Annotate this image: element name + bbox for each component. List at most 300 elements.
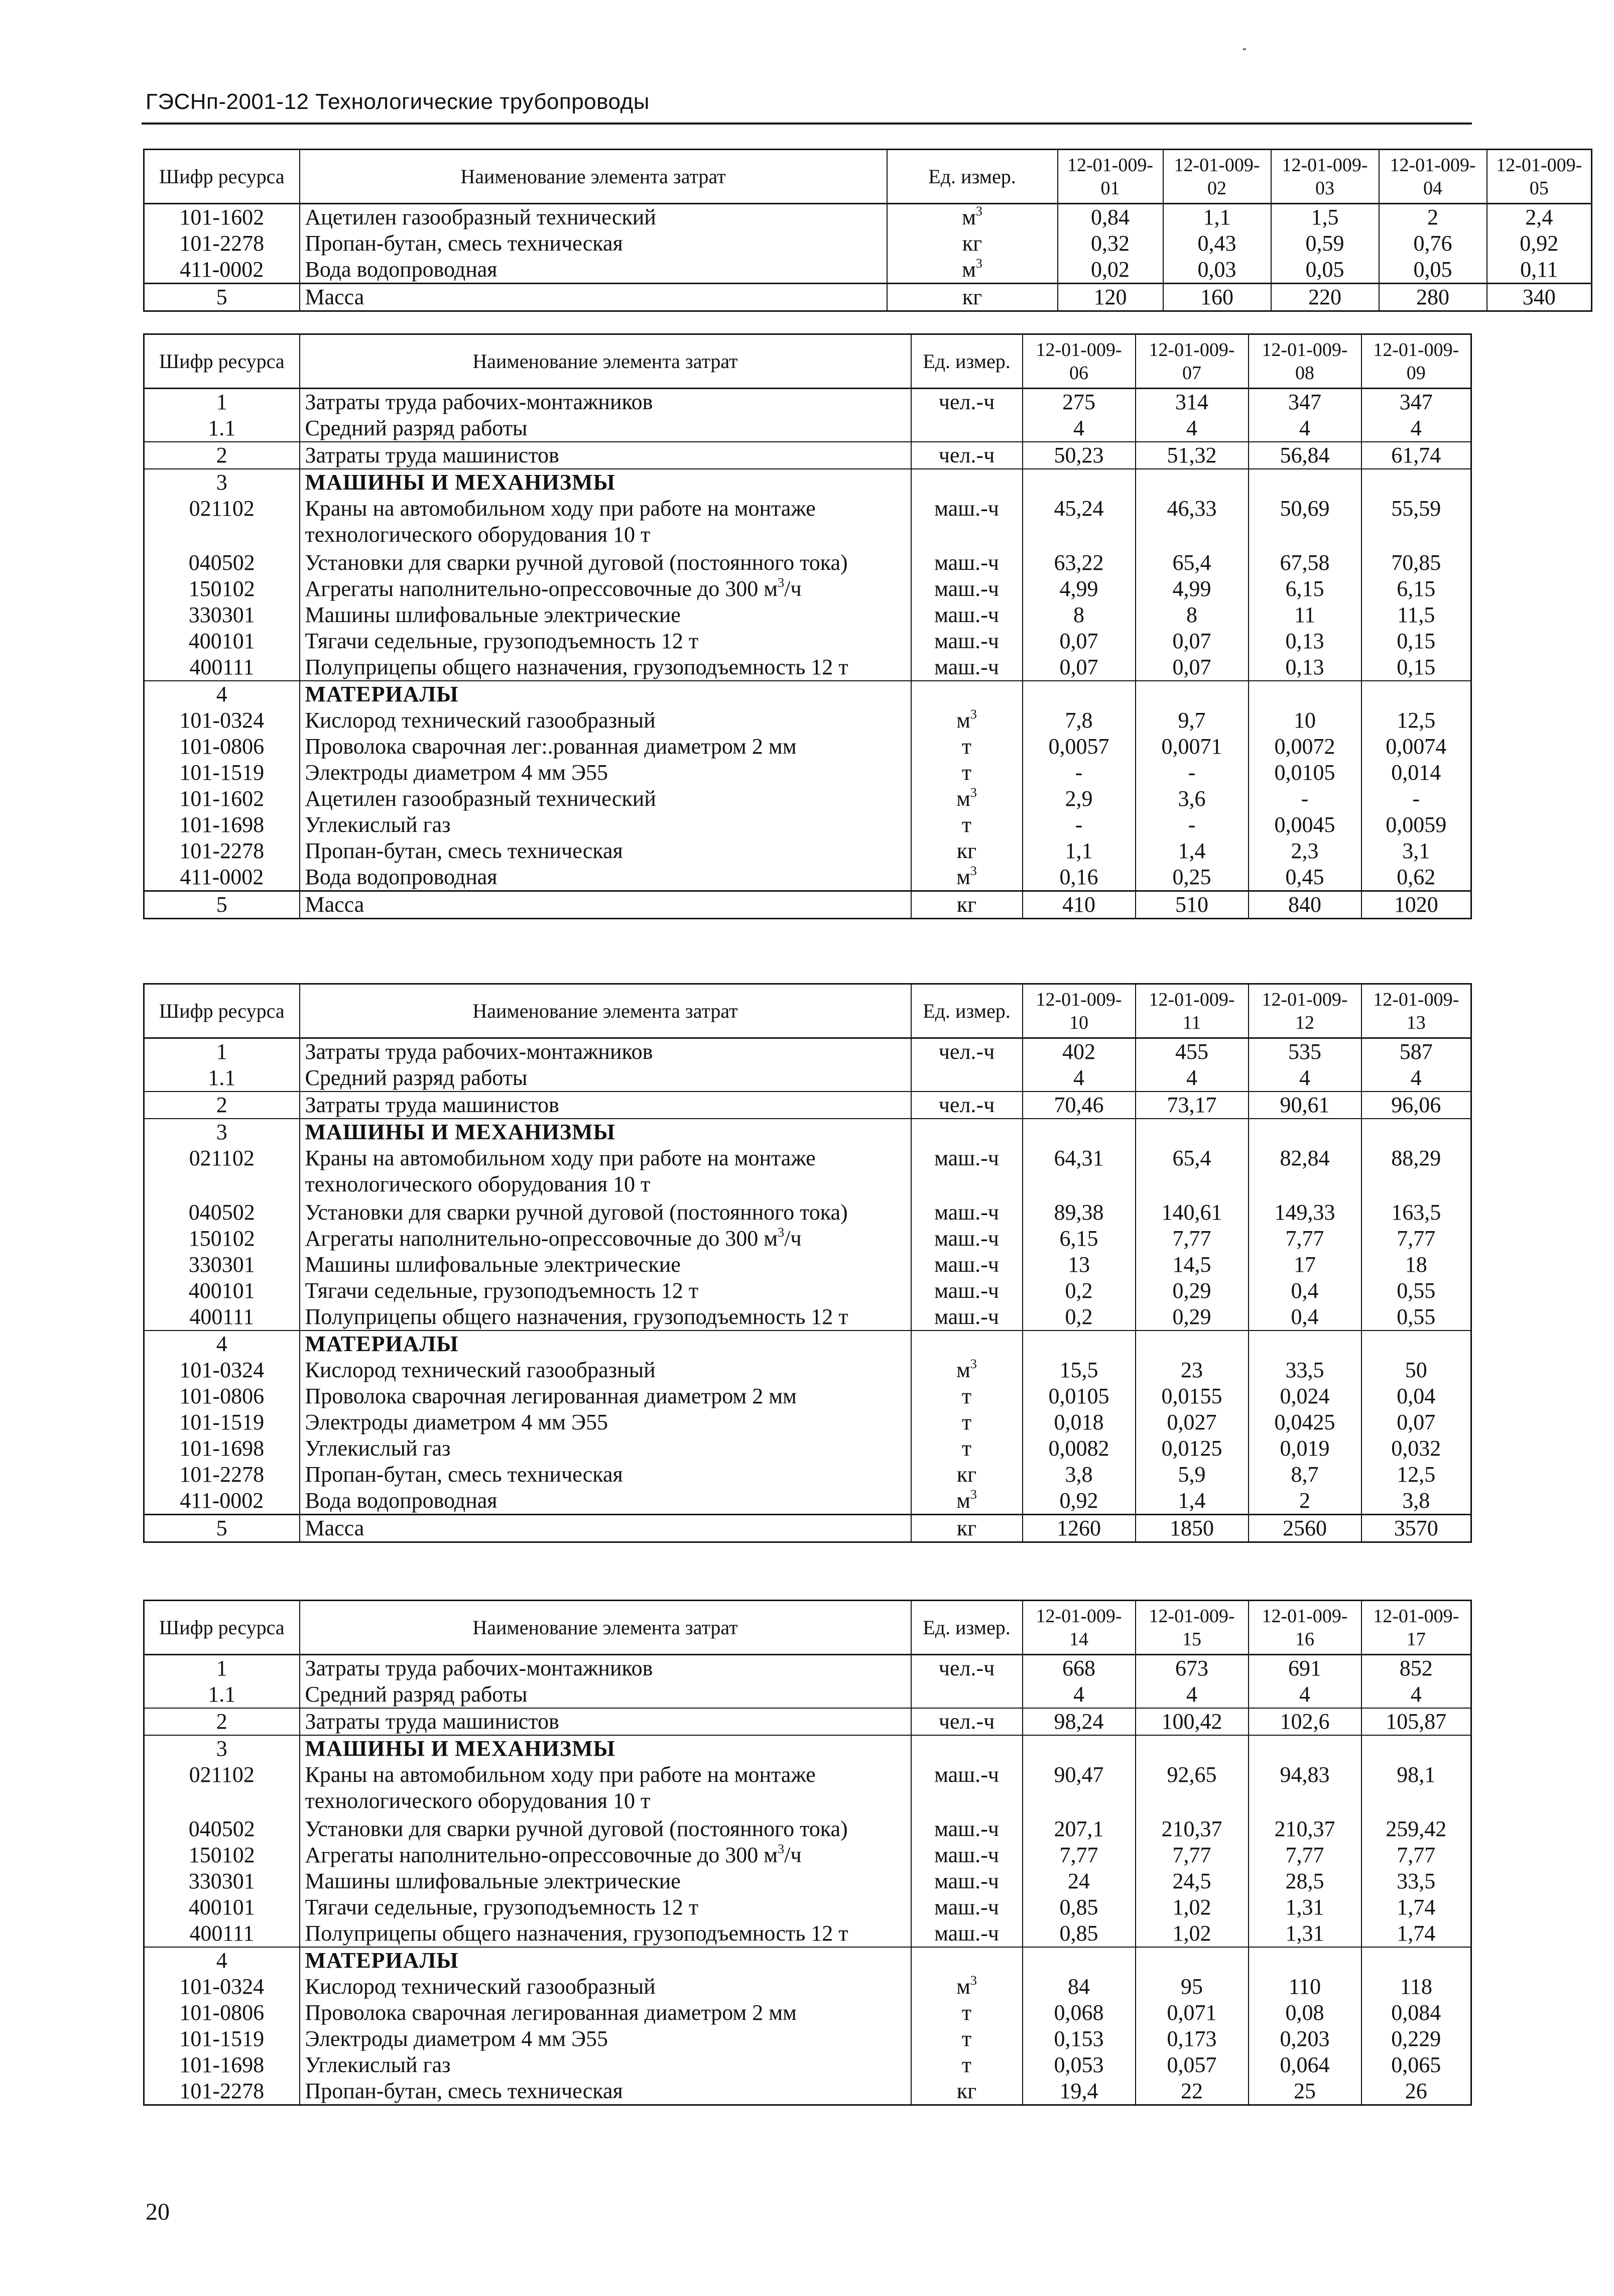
unit-of-measure (911, 2052, 1023, 2078)
cost-element-text: Кислород технический газообразный (305, 708, 656, 733)
norm-value: 1850 (1136, 1515, 1249, 1542)
norm-value: 0,018 (1023, 1409, 1136, 1435)
cost-element-text: Агрегаты наполнительно-опрессовочные до 300 м (305, 1843, 778, 1867)
cost-element-text: Краны на автомобильном ходу при работе на монтаже (305, 1146, 816, 1170)
unit-tail: /ч (784, 576, 802, 601)
norm-value: 668 (1023, 1655, 1136, 1682)
norm-value: 140,61 (1136, 1199, 1249, 1226)
unit-exponent: 3 (970, 1974, 977, 1988)
resource-code: 101-0806 (144, 734, 300, 760)
unit-of-measure (911, 415, 1023, 442)
cost-element-text: Проволока сварочная легированная диаметром 2 мм (305, 2000, 797, 2025)
unit-of-measure (911, 2000, 1023, 2026)
norm-value: 0,13 (1249, 628, 1361, 654)
resource-code: 2 (144, 1708, 300, 1735)
unit-of-measure (911, 838, 1023, 864)
unit-exponent: 3 (970, 707, 977, 721)
norm-value: 0,014 (1361, 760, 1471, 786)
unit-of-measure (911, 1038, 1023, 1065)
norm-value: 50,23 (1023, 442, 1136, 469)
table-row (144, 1816, 1471, 1842)
unit-of-measure (911, 1515, 1023, 1542)
table-row (144, 1304, 1471, 1331)
table-row (144, 1435, 1471, 1462)
table-row (144, 760, 1471, 786)
cost-element-name (300, 1708, 911, 1735)
section-row (144, 1331, 1471, 1357)
resource-code: 400101 (144, 1278, 300, 1304)
norm-value: 0,07 (1136, 628, 1249, 654)
norm-value: 4 (1249, 1065, 1361, 1092)
norm-value: 0,0125 (1136, 1435, 1249, 1462)
norm-value: 2,4 (1487, 204, 1592, 231)
cost-element-text: Пропан-бутан, смесь техническая (305, 2079, 623, 2103)
table-row (144, 576, 1471, 602)
norm-value: 92,65 (1136, 1762, 1249, 1816)
cost-element-name (300, 734, 911, 760)
norm-value: 67,58 (1249, 550, 1361, 576)
cost-element-text: Тягачи седельные, грузоподъемность 12 т (305, 1278, 699, 1303)
norm-value: 50,69 (1249, 496, 1361, 550)
col-header-name: Наименование элемента затрат (300, 150, 887, 204)
resource-code: 4 (144, 1947, 300, 1974)
table-row (144, 1092, 1471, 1119)
scan-speck (1243, 48, 1246, 50)
table-row (144, 812, 1471, 838)
norm-value: 6,15 (1249, 576, 1361, 602)
cost-element-name (300, 1816, 911, 1842)
norm-value: 340 (1487, 284, 1592, 311)
cost-element-name (300, 442, 911, 469)
unit-exponent: 3 (778, 1842, 785, 1856)
unit-text: кг (962, 285, 982, 309)
cost-element-text: Углекислый газ (305, 2052, 451, 2077)
norm-value: 0,153 (1023, 2026, 1136, 2052)
norm-value: 0,024 (1249, 1383, 1361, 1409)
cost-element-text-line2: технологического оборудования 10 т (305, 1788, 651, 1813)
unit-of-measure (911, 576, 1023, 602)
unit-text: кг (956, 1462, 977, 1487)
cost-element-text: Пропан-бутан, смесь техническая (305, 838, 623, 863)
unit-of-measure (911, 1065, 1023, 1092)
norms-table-3 (143, 983, 1472, 1543)
table-row (144, 1708, 1471, 1735)
col-header-norm: 12-01-009-04 (1379, 150, 1487, 204)
unit-text: кг (956, 1516, 977, 1540)
header-row (144, 1601, 1471, 1655)
norm-value: 73,17 (1136, 1092, 1249, 1119)
norm-value: 852 (1361, 1655, 1471, 1682)
unit-exponent: 3 (975, 257, 982, 271)
unit-of-measure (911, 1092, 1023, 1119)
norm-value: 4,99 (1023, 576, 1136, 602)
norm-value: 0,0105 (1249, 760, 1361, 786)
norm-value: 1,02 (1136, 1920, 1249, 1947)
norm-value: - (1361, 786, 1471, 812)
cost-element-name (300, 284, 887, 311)
norm-value: 82,84 (1249, 1145, 1361, 1199)
cost-element-text: Машины шлифовальные электрические (305, 602, 681, 627)
cost-element-name (300, 628, 911, 654)
norm-value: 259,42 (1361, 1816, 1471, 1842)
norm-value: 0,027 (1136, 1409, 1249, 1435)
norm-value: 0,032 (1361, 1435, 1471, 1462)
norm-value: 22 (1136, 2078, 1249, 2105)
norm-value: 587 (1361, 1038, 1471, 1065)
section-row (144, 469, 1471, 496)
norm-value: 4 (1361, 415, 1471, 442)
norm-value (1361, 1119, 1471, 1145)
norm-value: 4 (1249, 1681, 1361, 1708)
norm-value: 7,77 (1361, 1842, 1471, 1868)
resource-code: 150102 (144, 1842, 300, 1868)
unit-exponent: 3 (970, 786, 977, 800)
header-row (144, 984, 1471, 1038)
cost-element-text: Пропан-бутан, смесь техническая (305, 1462, 623, 1487)
unit-text: т (961, 760, 972, 785)
col-header-norm: 12-01-009-02 (1163, 150, 1271, 204)
cost-element-name (300, 1331, 911, 1357)
norm-value: 55,59 (1361, 496, 1471, 550)
norm-value: 0,2 (1023, 1304, 1136, 1331)
unit-tail: /ч (784, 1226, 802, 1251)
cost-element-text: Затраты труда рабочих-монтажников (305, 1039, 653, 1064)
norm-value: 210,37 (1249, 1816, 1361, 1842)
norm-value (1023, 681, 1136, 707)
norm-value: 94,83 (1249, 1762, 1361, 1816)
norm-value: 118 (1361, 1974, 1471, 2000)
cost-element-name (300, 1038, 911, 1065)
norm-value: 4 (1249, 415, 1361, 442)
page-number: 20 (146, 2199, 170, 2225)
norm-value: 84 (1023, 1974, 1136, 2000)
col-header-unit: Ед. измер. (911, 984, 1023, 1038)
unit-of-measure (911, 864, 1023, 891)
resource-code: 101-1602 (144, 786, 300, 812)
norm-value: 0,62 (1361, 864, 1471, 891)
unit-of-measure (911, 760, 1023, 786)
cost-element-text: Масса (305, 1516, 364, 1540)
cost-element-text: Агрегаты наполнительно-опрессовочные до 300 м (305, 576, 778, 601)
norm-value: 280 (1379, 284, 1487, 311)
norm-value: 11,5 (1361, 602, 1471, 628)
norm-value: 5,9 (1136, 1462, 1249, 1488)
unit-of-measure (911, 1226, 1023, 1252)
norm-value: 0,16 (1023, 864, 1136, 891)
col-header-unit: Ед. измер. (887, 150, 1058, 204)
norm-value: 12,5 (1361, 707, 1471, 734)
resource-code: 101-1698 (144, 2052, 300, 2078)
norm-value (1023, 1947, 1136, 1974)
section-row (144, 1119, 1471, 1145)
table-row (144, 230, 1592, 257)
norm-value (1136, 1119, 1249, 1145)
resource-code: 2 (144, 1092, 300, 1119)
norm-value: 1,31 (1249, 1894, 1361, 1920)
cost-element-name (300, 838, 911, 864)
norm-value: 163,5 (1361, 1199, 1471, 1226)
norm-value: 95 (1136, 1974, 1249, 2000)
norm-value: 0,85 (1023, 1920, 1136, 1947)
unit-of-measure (887, 230, 1058, 257)
norm-value: 0,0072 (1249, 734, 1361, 760)
resource-code: 1.1 (144, 1681, 300, 1708)
norm-value: 0,25 (1136, 864, 1249, 891)
resource-code: 400111 (144, 1304, 300, 1331)
cost-element-name (300, 389, 911, 416)
resource-code: 101-1698 (144, 1435, 300, 1462)
norm-value: 220 (1271, 284, 1379, 311)
table-row (144, 891, 1471, 919)
col-header-norm: 12-01-009-14 (1023, 1601, 1136, 1655)
norm-value: 45,24 (1023, 496, 1136, 550)
cost-element-text: Средний разряд работы (305, 1682, 528, 1707)
unit-text: маш.-ч (934, 1843, 999, 1867)
cost-element-name (300, 230, 887, 257)
norm-value: 7,77 (1136, 1842, 1249, 1868)
unit-text: кг (956, 2079, 977, 2103)
unit-text: чел.-ч (938, 1709, 995, 1734)
cost-element-name (300, 1092, 911, 1119)
unit-of-measure (911, 389, 1023, 416)
cost-element-name (300, 2000, 911, 2026)
col-header-code: Шифр ресурса (144, 1601, 300, 1655)
norm-value: 0,0071 (1136, 734, 1249, 760)
unit-text: чел.-ч (938, 1656, 995, 1680)
unit-of-measure (911, 1735, 1023, 1762)
norm-value: 33,5 (1249, 1357, 1361, 1383)
col-header-unit: Ед. измер. (911, 1601, 1023, 1655)
norm-value: 0,064 (1249, 2052, 1361, 2078)
norm-value: 0,92 (1023, 1488, 1136, 1515)
cost-element-text: МАТЕРИАЛЫ (305, 682, 459, 706)
unit-of-measure (911, 1278, 1023, 1304)
table-row (144, 257, 1592, 284)
unit-text: маш.-ч (934, 1895, 999, 1919)
norm-value: 11 (1249, 602, 1361, 628)
norm-value: - (1136, 812, 1249, 838)
cost-element-text: Проволока сварочная легированная диаметром 2 мм (305, 1384, 797, 1408)
resource-code: 330301 (144, 1868, 300, 1894)
header-rule (142, 123, 1472, 125)
col-header-name: Наименование элемента затрат (300, 1601, 911, 1655)
norm-value: 0,065 (1361, 2052, 1471, 2078)
cost-element-text: МАШИНЫ И МЕХАНИЗМЫ (305, 1736, 615, 1761)
norm-value (1249, 469, 1361, 496)
cost-element-name (300, 2052, 911, 2078)
norm-value: 691 (1249, 1655, 1361, 1682)
col-header-norm: 12-01-009-10 (1023, 984, 1136, 1038)
unit-of-measure (911, 496, 1023, 550)
resource-code: 101-0324 (144, 1974, 300, 2000)
resource-code: 101-0806 (144, 1383, 300, 1409)
table-row (144, 1868, 1471, 1894)
unit-text: чел.-ч (938, 1093, 995, 1117)
norm-value: - (1136, 760, 1249, 786)
col-header-norm: 12-01-009-06 (1023, 334, 1136, 389)
table-row (144, 442, 1471, 469)
cost-element-name (300, 681, 911, 707)
norm-value: 0,08 (1249, 2000, 1361, 2026)
col-header-norm: 12-01-009-16 (1249, 1601, 1361, 1655)
norm-value: 347 (1361, 389, 1471, 416)
norm-value: 0,203 (1249, 2026, 1361, 2052)
unit-of-measure (911, 1974, 1023, 2000)
norm-value: - (1023, 760, 1136, 786)
unit-of-measure (911, 1762, 1023, 1816)
norm-value: 3570 (1361, 1515, 1471, 1542)
resource-code: 101-2278 (144, 838, 300, 864)
norm-value: 90,61 (1249, 1092, 1361, 1119)
unit-of-measure (911, 1252, 1023, 1278)
norm-value: 26 (1361, 2078, 1471, 2105)
norm-value: 6,15 (1361, 576, 1471, 602)
unit-text: маш.-ч (934, 496, 999, 521)
table-row (144, 864, 1471, 891)
norm-value: 70,46 (1023, 1092, 1136, 1119)
norm-value: 1,02 (1136, 1894, 1249, 1920)
norm-value: 0,43 (1163, 230, 1271, 257)
norm-value: 0,76 (1379, 230, 1487, 257)
table-row (144, 389, 1471, 416)
unit-text: маш.-ч (934, 576, 999, 601)
resource-code: 411-0002 (144, 1488, 300, 1515)
norm-value: 90,47 (1023, 1762, 1136, 1816)
unit-of-measure (911, 1145, 1023, 1199)
resource-code: 3 (144, 1735, 300, 1762)
norm-value: 1,4 (1136, 1488, 1249, 1515)
col-header-name: Наименование элемента затрат (300, 334, 911, 389)
norm-value: 15,5 (1023, 1357, 1136, 1383)
resource-code: 2 (144, 442, 300, 469)
cost-element-name (300, 1974, 911, 2000)
norm-value: 4 (1136, 1681, 1249, 1708)
cost-element-name (300, 1842, 911, 1868)
col-header-unit: Ед. измер. (911, 334, 1023, 389)
unit-text: т (961, 2000, 972, 2025)
unit-exponent: 3 (778, 576, 785, 590)
cost-element-text: Тягачи седельные, грузоподъемность 12 т (305, 629, 699, 653)
cost-element-text: Кислород технический газообразный (305, 1974, 656, 1999)
norm-value: 510 (1136, 891, 1249, 919)
resource-code: 1 (144, 1655, 300, 1682)
norm-value: 89,38 (1023, 1199, 1136, 1226)
norm-value: 100,42 (1136, 1708, 1249, 1735)
unit-text: м (956, 1974, 970, 1999)
unit-text: т (961, 1436, 972, 1461)
norm-value: 149,33 (1249, 1199, 1361, 1226)
resource-code: 021102 (144, 496, 300, 550)
unit-of-measure (887, 257, 1058, 284)
norm-value: 2,3 (1249, 838, 1361, 864)
table-row (144, 550, 1471, 576)
unit-text: т (961, 2026, 972, 2051)
unit-text: т (961, 2052, 972, 2077)
running-head: ГЭСНп-2001-12 Технологические трубопроводы (146, 89, 650, 114)
norm-value (1023, 1331, 1136, 1357)
norm-value (1361, 1331, 1471, 1357)
norm-value: 0,0074 (1361, 734, 1471, 760)
cost-element-name (300, 257, 887, 284)
norm-value: 7,77 (1136, 1226, 1249, 1252)
norms-table-4 (143, 1600, 1472, 2106)
norm-value: 4 (1136, 1065, 1249, 1092)
norm-value: 23 (1136, 1357, 1249, 1383)
table-row (144, 1252, 1471, 1278)
col-header-norm: 12-01-009-15 (1136, 1601, 1249, 1655)
norm-value: 0,05 (1379, 257, 1487, 284)
norm-value: 0,29 (1136, 1304, 1249, 1331)
resource-code: 040502 (144, 1816, 300, 1842)
cost-element-name (300, 1409, 911, 1435)
norm-value: 0,59 (1271, 230, 1379, 257)
cost-element-text-line2: технологического оборудования 10 т (305, 522, 651, 547)
unit-of-measure (911, 628, 1023, 654)
table-row (144, 1842, 1471, 1868)
norm-value: 275 (1023, 389, 1136, 416)
table-row (144, 1278, 1471, 1304)
table-row (144, 786, 1471, 812)
col-header-code: Шифр ресурса (144, 150, 300, 204)
cost-element-text: Электроды диаметром 4 мм Э55 (305, 760, 608, 785)
unit-of-measure (911, 1894, 1023, 1920)
cost-element-name (300, 1145, 911, 1199)
norm-value: 314 (1136, 389, 1249, 416)
resource-code: 330301 (144, 1252, 300, 1278)
unit-of-measure (911, 1462, 1023, 1488)
cost-element-name (300, 576, 911, 602)
table-row (144, 415, 1471, 442)
norm-value (1136, 469, 1249, 496)
norm-value (1136, 1331, 1249, 1357)
unit-of-measure (911, 1655, 1023, 1682)
norm-value: 0,071 (1136, 2000, 1249, 2026)
unit-of-measure (911, 1708, 1023, 1735)
unit-of-measure (911, 1357, 1023, 1383)
resource-code: 1 (144, 389, 300, 416)
table-row (144, 1357, 1471, 1383)
norm-value: 7,77 (1361, 1226, 1471, 1252)
table-row (144, 838, 1471, 864)
norm-value: 4 (1361, 1681, 1471, 1708)
unit-text: маш.-ч (934, 629, 999, 653)
norm-value (1361, 1735, 1471, 1762)
norm-value: 24 (1023, 1868, 1136, 1894)
unit-text: кг (956, 892, 977, 917)
unit-of-measure (911, 2078, 1023, 2105)
resource-code: 150102 (144, 576, 300, 602)
norm-value: 0,07 (1361, 1409, 1471, 1435)
norm-value: 102,6 (1249, 1708, 1361, 1735)
cost-element-name (300, 2078, 911, 2105)
norm-value: 14,5 (1136, 1252, 1249, 1278)
norm-value: 0,13 (1249, 654, 1361, 681)
cost-element-text: Затраты труда рабочих-монтажников (305, 1656, 653, 1680)
norm-value (1249, 1331, 1361, 1357)
table-row (144, 1199, 1471, 1226)
unit-of-measure (911, 1488, 1023, 1515)
norm-value: 0,55 (1361, 1304, 1471, 1331)
cost-element-name (300, 469, 911, 496)
norm-value: 0,07 (1023, 654, 1136, 681)
col-header-norm: 12-01-009-03 (1271, 150, 1379, 204)
unit-text: маш.-ч (934, 1278, 999, 1303)
unit-text: т (961, 734, 972, 759)
cost-element-name (300, 1383, 911, 1409)
cost-element-text: МАТЕРИАЛЫ (305, 1332, 459, 1356)
unit-exponent: 3 (778, 1226, 785, 1240)
cost-element-name (300, 1226, 911, 1252)
